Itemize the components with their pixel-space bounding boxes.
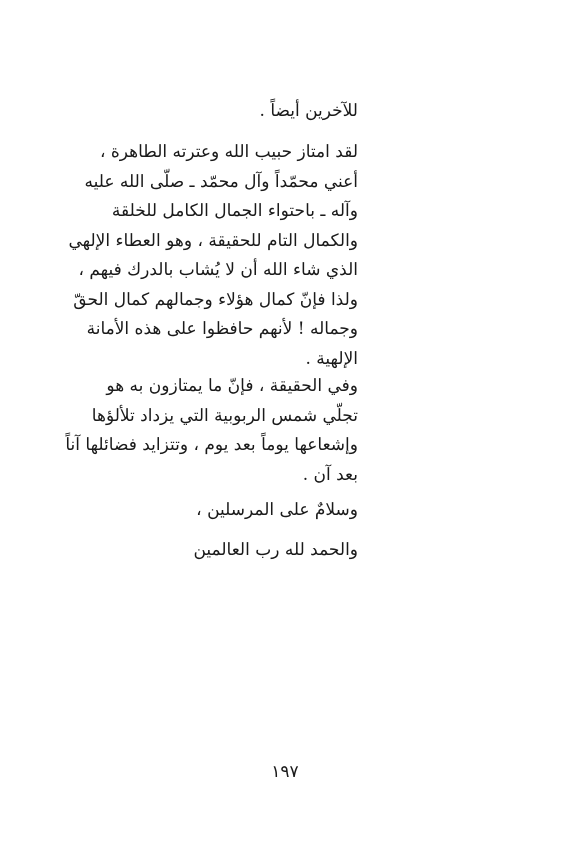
text-line: وسلامٌ على المرسلين ، <box>196 500 358 520</box>
text-line: وإشعاعها يوماً بعد يوم ، وتتزايد فضائلها آناً <box>65 435 358 455</box>
text-line: وفي الحقيقة ، فإنّ ما يمتازون به هو <box>106 376 358 396</box>
paragraph-in-truth <box>58 372 358 490</box>
text-line: للآخرين أيضاً . <box>259 101 358 121</box>
text-line: لقد امتاز حبيب الله وعترته الطاهرة ، <box>99 142 358 162</box>
text-line: تجلّي شمس الربوبية التي يزداد تلألؤها <box>91 405 358 426</box>
text-line: وآله ـ باحتواء الجمال الكامل للخلقة <box>111 201 358 221</box>
page-number: ١٩٧ <box>271 762 299 782</box>
paragraph-continuation <box>58 97 358 127</box>
text-line: الإلهية . <box>305 348 358 369</box>
paragraph-beloved-of-god <box>58 138 358 374</box>
text-line: الذي شاء الله أن لا يُشاب بالدرك فيهم ، <box>78 260 358 280</box>
closing-salutation <box>58 496 358 526</box>
text-line: بعد آن . <box>302 464 358 485</box>
text-line: ولذا فإنّ كمال هؤلاء وجمالهم كمال الحقّ <box>73 289 358 310</box>
text-line: والحمد لله رب العالمين <box>193 540 358 560</box>
text-line: وجماله ! لأنهم حافظوا على هذه الأمانة <box>86 319 358 339</box>
text-line: والكمال التام للحقيقة ، وهو العطاء الإلهي <box>68 230 358 251</box>
text-line: أعني محمّداً وآل محمّد ـ صلّى الله عليه <box>84 171 358 192</box>
closing-praise <box>58 536 358 566</box>
